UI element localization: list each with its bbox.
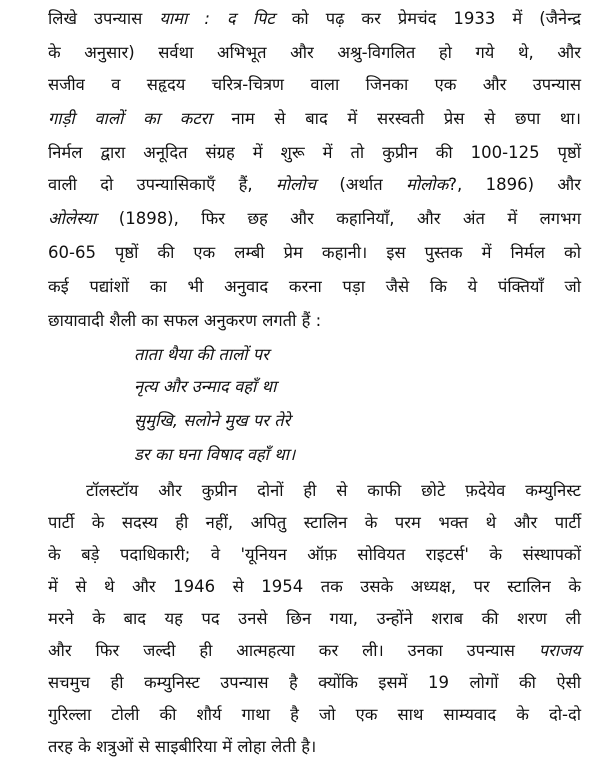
italic-text: पराजय: [538, 641, 581, 660]
italic-text: मोलोक: [405, 175, 449, 194]
text-run: 60-65 पृष्ठों की एक लम्बी प्रेम कहानी। इस पुस्तक में निर्मल को: [48, 243, 581, 262]
text-line: [48, 572, 581, 602]
text-line: [48, 540, 581, 570]
text-line: [48, 138, 581, 168]
text-run: के अनुसार) सर्वथा अभिभूत और अश्रु-विगलित हो गये थे, और: [48, 43, 581, 62]
italic-text: ताता थैया की तालों पर: [134, 345, 269, 364]
text-run: वाली दो उपन्यासिकाएँ हैं,: [48, 175, 276, 194]
text-line: [48, 508, 581, 538]
italic-text: सुमुखि, सलोने मुख पर तेरे: [134, 411, 291, 430]
text-line: [48, 204, 581, 234]
text-line: [48, 636, 581, 666]
text-line: [48, 604, 581, 634]
text-line: [48, 4, 581, 34]
italic-text: ओलेस्या: [48, 209, 97, 228]
verse-line: [134, 440, 574, 470]
text-line: [48, 170, 581, 200]
text-run: मरने के बाद यह पद उनसे छिन गया, उन्होंने शराब की शरण ली: [48, 609, 581, 628]
text-run: ?, 1896) और: [448, 175, 581, 194]
text-line: [48, 238, 581, 268]
text-line: [48, 732, 581, 762]
text-run: निर्मल द्वारा अनूदित संग्रह में शुरू में तो कुप्रीन की 100-125 पृष्ठों: [48, 143, 581, 162]
text-run: छायावादी शैली का सफल अनुकरण लगती हैं :: [48, 311, 322, 330]
text-line: [86, 476, 581, 506]
text-line: [48, 38, 581, 68]
italic-text: यामा : द पिट: [159, 9, 275, 28]
text-line: [48, 70, 581, 100]
text-run: टॉलस्टॉय और कुप्रीन दोनों ही से काफी छोटे फ़देयेव कम्युनिस्ट: [86, 481, 581, 500]
verse-line: [134, 340, 574, 370]
text-line: [48, 272, 581, 302]
text-run: तरह के शत्रुओं से साइबीरिया में लोहा लेती है।: [48, 737, 317, 756]
text-line: [48, 668, 581, 698]
text-run: सचमुच ही कम्युनिस्ट उपन्यास है क्योंकि इसमें 19 लोगों की ऐसी: [48, 673, 581, 692]
text-run: में से थे और 1946 से 1954 तक उसके अध्यक्ष, पर स्टालिन के: [48, 577, 581, 596]
text-run: (अर्थात: [316, 175, 406, 194]
text-run: लिखे उपन्यास: [48, 9, 160, 28]
text-line: [48, 306, 581, 336]
text-run: कई पद्यांशों का भी अनुवाद करना पड़ा जैसे कि ये पंक्तियाँ जो: [48, 277, 581, 296]
text-run: सजीव व सहृदय चरित्र-चित्रण वाला जिनका एक और उपन्यास: [48, 75, 581, 94]
italic-text: डर का घना विषाद वहाँ था।: [134, 445, 296, 464]
text-run: (1898), फिर छह और कहानियाँ, और अंत में लगभग: [96, 209, 581, 228]
text-run: गुरिल्ला टोली की शौर्य गाथा है जो एक साथ साम्यवाद के दो-दो: [48, 705, 581, 724]
text-run: और फिर जल्दी ही आत्महत्या कर ली। उनका उपन्यास: [48, 641, 539, 660]
text-run: नाम से बाद में सरस्वती प्रेस से छपा था।: [211, 109, 581, 128]
text-run: को पढ़ कर प्रेमचंद 1933 में (जैनेन्द्र: [274, 9, 581, 28]
italic-text: मोलोच: [275, 175, 317, 194]
verse-line: [134, 406, 574, 436]
verse-line: [134, 372, 574, 402]
text-run: पार्टी के सदस्य ही नहीं, अपितु स्टालिन के परम भक्त थे और पार्टी: [48, 513, 581, 532]
italic-text: गाड़ी वालों का कटरा: [48, 109, 212, 128]
text-line: [48, 104, 581, 134]
italic-text: नृत्य और उन्माद वहाँ था: [134, 377, 277, 396]
text-line: [48, 700, 581, 730]
text-run: के बड़े पदाधिकारी; वे 'यूनियन ऑफ़ सोवियत राइटर्स' के संस्थापकों: [48, 545, 581, 564]
